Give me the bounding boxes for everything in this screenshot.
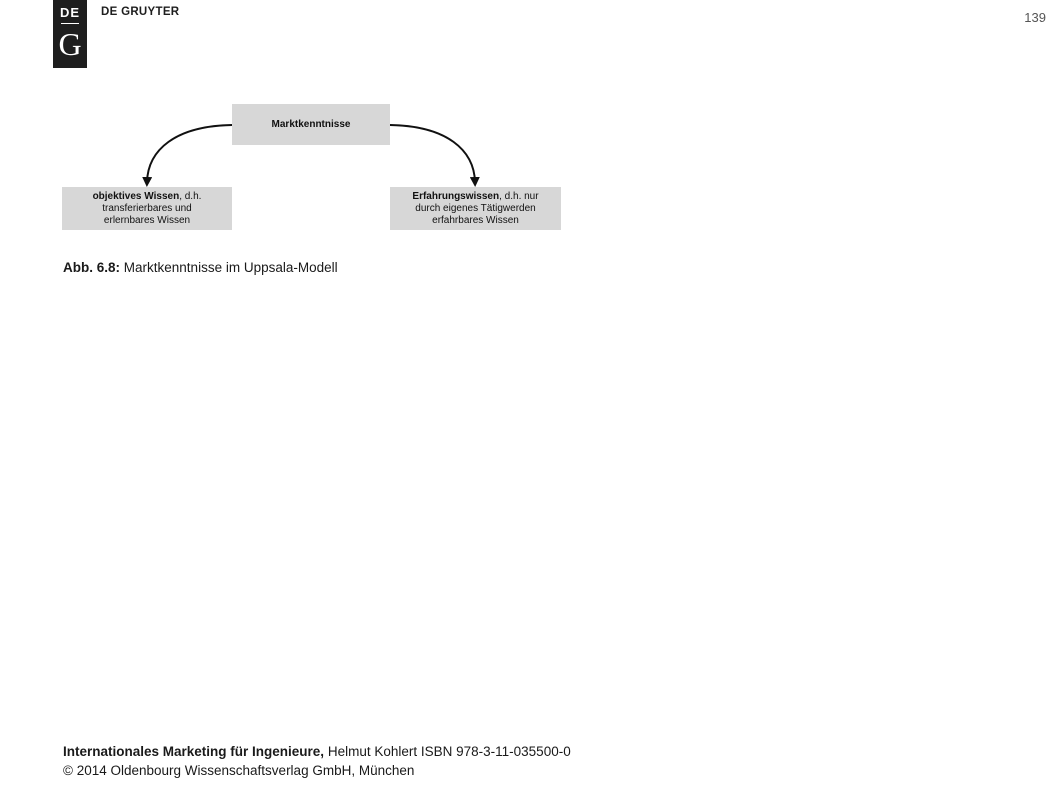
experiential-knowledge-line1: , d.h. nur xyxy=(499,190,539,202)
logo-g-text: G xyxy=(58,26,82,62)
figure-label: Abb. 6.8: xyxy=(63,260,121,275)
footer-book-title: Internationales Marketing für Ingenieure, xyxy=(63,744,325,759)
figure-caption xyxy=(63,260,338,275)
publisher-name: DE GRUYTER xyxy=(101,6,180,18)
experiential-knowledge-box xyxy=(390,187,561,230)
objective-knowledge-line3: erlernbares Wissen xyxy=(103,214,191,226)
page-number: 139 xyxy=(1024,10,1046,25)
objective-knowledge-line1: , d.h. xyxy=(179,190,202,202)
arrow-right xyxy=(390,125,475,182)
experiential-knowledge-title: Erfahrungswissen xyxy=(412,190,500,202)
logo-de-text: DE xyxy=(59,5,81,20)
experiential-knowledge-line2: durch eigenes Tätigwerden xyxy=(415,202,536,214)
knowledge-diagram xyxy=(0,0,1058,300)
figure-caption-text: Marktkenntnisse im Uppsala-Modell xyxy=(123,260,338,275)
experiential-knowledge-line3: erfahrbares Wissen xyxy=(432,214,519,226)
arrow-left xyxy=(147,125,232,182)
market-knowledge-box xyxy=(232,104,390,145)
footer-book-info: Helmut Kohlert ISBN 978-3-11-035500-0 xyxy=(327,744,571,759)
page-footer xyxy=(63,742,571,780)
footer-book-line xyxy=(63,742,571,761)
objective-knowledge-title: objektives Wissen xyxy=(92,190,180,202)
objective-knowledge-line2: transferierbares und xyxy=(102,202,192,214)
objective-knowledge-box xyxy=(62,187,232,230)
diagram-arrows xyxy=(0,0,1058,300)
market-knowledge-label: Marktkenntnisse xyxy=(271,118,351,130)
footer-copyright: © 2014 Oldenbourg Wissenschaftsverlag GmbH, München xyxy=(63,763,415,778)
